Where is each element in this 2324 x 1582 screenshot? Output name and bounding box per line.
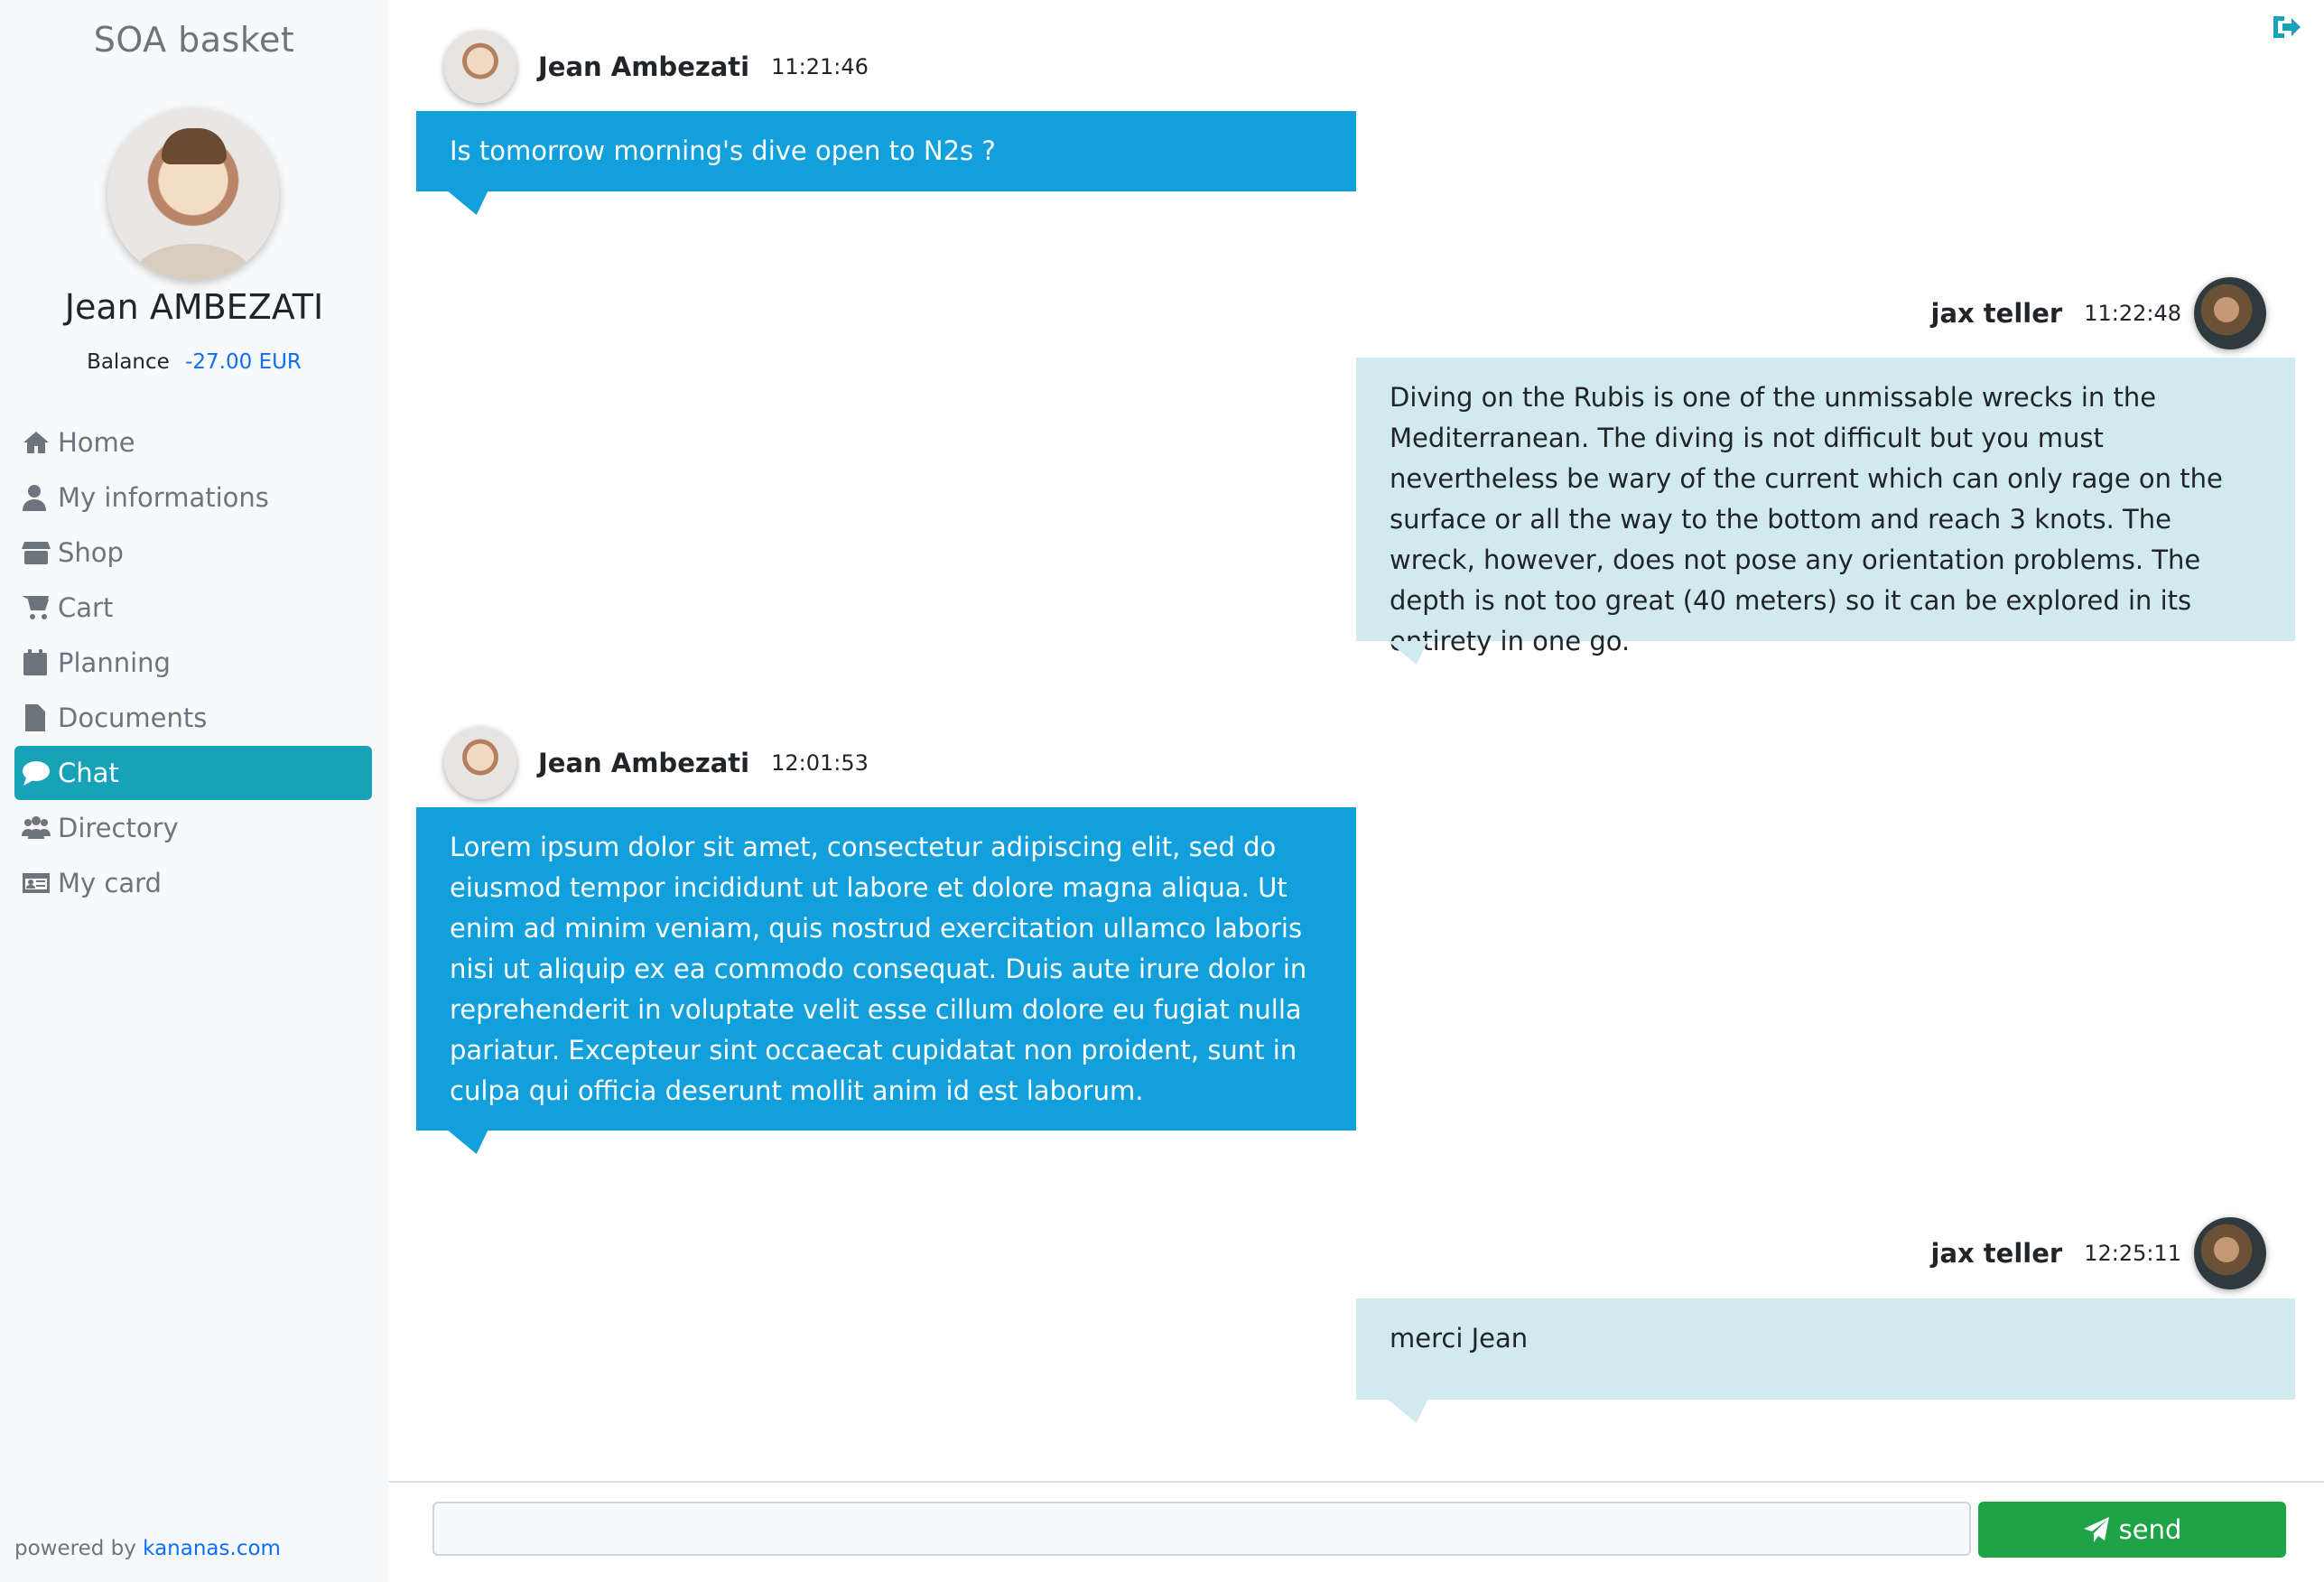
users-icon bbox=[22, 814, 52, 842]
sidebar-item-chat[interactable] bbox=[14, 746, 372, 800]
sidebar-item-label: Documents bbox=[58, 703, 208, 733]
message-text: Is tomorrow morning's dive open to N2s ? bbox=[450, 135, 996, 166]
sidebar-item-label: Shop bbox=[58, 537, 124, 568]
message-input[interactable] bbox=[432, 1502, 1971, 1556]
sidebar-item-my-card[interactable] bbox=[14, 856, 372, 910]
sidebar-item-label: My informations bbox=[58, 482, 269, 513]
message-time: 11:21:46 bbox=[771, 54, 869, 79]
message-header bbox=[444, 31, 869, 103]
user-icon bbox=[22, 484, 52, 511]
message-header bbox=[1931, 1217, 2267, 1289]
avatar bbox=[2194, 277, 2266, 349]
powered-by bbox=[14, 1537, 281, 1560]
logout-icon[interactable] bbox=[2270, 11, 2302, 43]
home-icon bbox=[22, 429, 52, 456]
sidebar-item-label: Chat bbox=[58, 758, 119, 788]
avatar bbox=[444, 31, 516, 103]
sidebar-item-label: Home bbox=[58, 427, 135, 458]
message-text: Lorem ipsum dolor sit amet, consectetur adipiscing elit, sed do eiusmod tempor incididunt ut labore et dolore magna aliqua. Ut enim ad minim veniam, quis nostrud exercitation ullamco laboris nisi ut aliquip ex ea commodo consequat. Duis aute irure dolor in reprehenderit in voluptate velit esse cillum dolore eu fugiat nulla pariatur. Excepteur sint occaecat cupidatat non proident, sunt in culpa qui officia deserunt mollit anim id est laborum. bbox=[450, 832, 1307, 1106]
avatar bbox=[444, 727, 516, 799]
powered-by-text: powered by bbox=[14, 1537, 136, 1560]
sidebar-item-home[interactable] bbox=[14, 415, 372, 470]
balance-label: Balance bbox=[87, 350, 170, 374]
sidebar bbox=[0, 0, 388, 1582]
message-author: jax teller bbox=[1930, 1238, 2063, 1269]
message-text: merci Jean bbox=[1390, 1323, 1529, 1354]
sidebar-nav bbox=[14, 415, 372, 911]
send-button[interactable] bbox=[1978, 1502, 2286, 1558]
message-bubble bbox=[1356, 358, 2295, 656]
sidebar-item-label: Planning bbox=[58, 647, 171, 678]
message-bubble bbox=[416, 111, 1356, 191]
sidebar-item-directory[interactable] bbox=[14, 801, 372, 855]
message-author: jax teller bbox=[1930, 298, 2063, 329]
balance-amount: -27.00 EUR bbox=[185, 350, 302, 374]
message-bubble bbox=[416, 807, 1356, 1131]
message-header bbox=[1931, 277, 2267, 349]
profile-avatar bbox=[107, 108, 279, 280]
balance bbox=[0, 350, 388, 374]
sidebar-item-my-informations[interactable] bbox=[14, 470, 372, 525]
send-button-label: send bbox=[2118, 1514, 2182, 1545]
comment-icon bbox=[22, 759, 52, 786]
store-icon bbox=[22, 539, 52, 566]
sidebar-item-cart[interactable] bbox=[14, 581, 372, 635]
cart-icon bbox=[22, 594, 52, 621]
message-author: Jean Ambezati bbox=[538, 51, 750, 82]
sidebar-item-label: My card bbox=[58, 868, 162, 898]
message-author: Jean Ambezati bbox=[538, 748, 750, 778]
sidebar-item-label: Cart bbox=[58, 592, 114, 623]
message-bubble bbox=[1356, 1298, 2295, 1400]
profile-name: Jean AMBEZATI bbox=[64, 287, 324, 327]
sidebar-item-shop[interactable] bbox=[14, 526, 372, 580]
sidebar-item-documents[interactable] bbox=[14, 691, 372, 745]
sidebar-item-label: Directory bbox=[58, 813, 179, 843]
paper-plane-icon bbox=[2083, 1516, 2110, 1543]
message-time: 12:25:11 bbox=[2084, 1241, 2181, 1266]
message-text: Diving on the Rubis is one of the unmissable wrecks in the Mediterranean. The diving is not difficult but you must nevertheless be wary of the current which can only rage on the surface or all the way to the bottom and reach 3 knots. The wreck, however, does not pose any orientation problems. The depth is not too great (40 meters) so it can be explored in its entirety in one go. bbox=[1390, 382, 2223, 656]
calendar-icon bbox=[22, 649, 52, 676]
powered-by-link[interactable]: kananas.com bbox=[143, 1537, 281, 1560]
message-time: 11:22:48 bbox=[2084, 301, 2181, 326]
document-icon bbox=[22, 704, 52, 731]
id-card-icon bbox=[22, 870, 52, 897]
composer-divider bbox=[388, 1481, 2324, 1483]
message-time: 12:01:53 bbox=[771, 750, 869, 776]
app-title: SOA basket bbox=[93, 20, 295, 60]
message-header bbox=[444, 727, 869, 799]
sidebar-item-planning[interactable] bbox=[14, 636, 372, 690]
avatar bbox=[2194, 1217, 2266, 1289]
